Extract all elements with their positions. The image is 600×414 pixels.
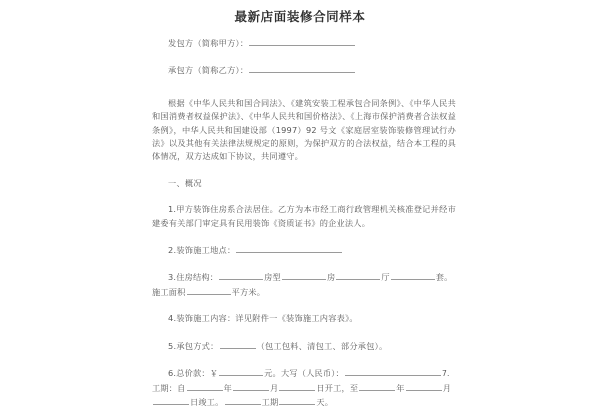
clause-4-number: 4. [168,313,177,324]
clause-5 [152,339,456,353]
clause-7-year: 年 [223,382,232,393]
clause-3-rooms: 房 [326,272,336,283]
contract-mode-field[interactable] [220,339,256,349]
start-year-field[interactable] [187,381,223,391]
clause-7-days: 天。 [316,396,334,407]
clause-5-suffix: （包工包料、清包工、部分承包）。 [256,340,388,351]
page-title: 最新店面装修合同样本 [234,9,366,24]
clause-3-house-type: 房型 [264,272,281,283]
start-day-field[interactable] [279,381,315,391]
clause-3-area-unit: 平方米。 [231,286,266,297]
clause-7-day-start: 日开工，至 [316,382,359,393]
clause-7-number: 7. [441,369,450,379]
clause-7-duration-label: 工期：自 [152,382,186,393]
clause-7-day-end: 日竣工。 [190,396,224,407]
clause-5-label: 承包方式： [176,340,219,351]
clause-1-text: 甲方装饰住房系合法居住。乙方为本市经工商行政管理机关核准登记并经市建委有关部门审定具有民用装饰《资质证书》的企业法人。 [152,204,456,228]
clause-3-halls: 厅 [381,272,390,283]
end-day-field[interactable] [153,395,189,405]
start-month-field[interactable] [233,381,269,391]
preamble-paragraph: 根据《中华人民共和国合同法》、《建筑安装工程承包合同条例》、《中华人民共和国消费者权益保护法》、《中华人民共和国价格法》、《上海市保护消费者合法权益条例》，中华人民共和国建设部（1997）92 号文《家庭居室装饰装修管理试行办法》以及其他有关法律法规规定的原则，为保护双方的合法权益，结合本工程的具体情况，双方达成如下协议，共同遵守。 [152,97,456,162]
total-price-numeric-field[interactable] [219,366,263,376]
clause-7-month: 月 [269,382,279,393]
clause-3 [152,270,456,299]
clause-3-sets: 套。施工面积 [152,272,453,297]
clause-6-number: 6. [168,368,177,379]
clause-1 [152,203,456,230]
party-a-row [152,36,456,50]
clause-2-number: 2. [168,245,177,256]
area-field[interactable] [187,285,231,295]
clause-2 [152,243,456,257]
site-address-field[interactable] [236,243,342,253]
halls-count-field[interactable] [336,270,380,280]
sets-count-field[interactable] [391,270,435,280]
clause-6-unit: 元。大写（人民币）： [264,368,344,379]
party-a-field[interactable] [249,36,355,46]
clause-1-number: 1. [168,204,177,215]
clause-7-duration: 工期 [261,396,279,407]
clause-6 [152,366,456,409]
clause-4-text: 装饰施工内容：详见附件一《装饰施工内容表》。 [176,313,358,324]
section-heading-overview: 一、概况 [168,177,202,188]
party-a-label: 发包方（简称甲方）： [168,38,249,48]
duration-value-field[interactable] [225,395,261,405]
duration-days-field[interactable] [279,395,315,405]
document-body [152,36,456,409]
clause-7-month2: 月 [442,382,452,393]
rooms-count-field[interactable] [282,270,326,280]
clause-6-label: 总价款：￥ [176,368,219,379]
end-year-field[interactable] [359,381,395,391]
total-price-words-field[interactable] [345,366,441,376]
party-b-field[interactable] [249,63,355,73]
clause-3-number: 3. [168,272,177,283]
party-b-label: 承包方（简称乙方）： [168,65,249,76]
house-type-field[interactable] [219,270,263,280]
party-b-row [152,63,456,77]
clause-3-label: 住房结构： [176,272,219,283]
clause-2-label: 装饰施工地点： [176,245,236,256]
clause-7-year2: 年 [396,382,405,393]
clause-5-number: 5. [168,340,177,351]
end-month-field[interactable] [406,381,442,391]
clause-4 [152,312,456,325]
